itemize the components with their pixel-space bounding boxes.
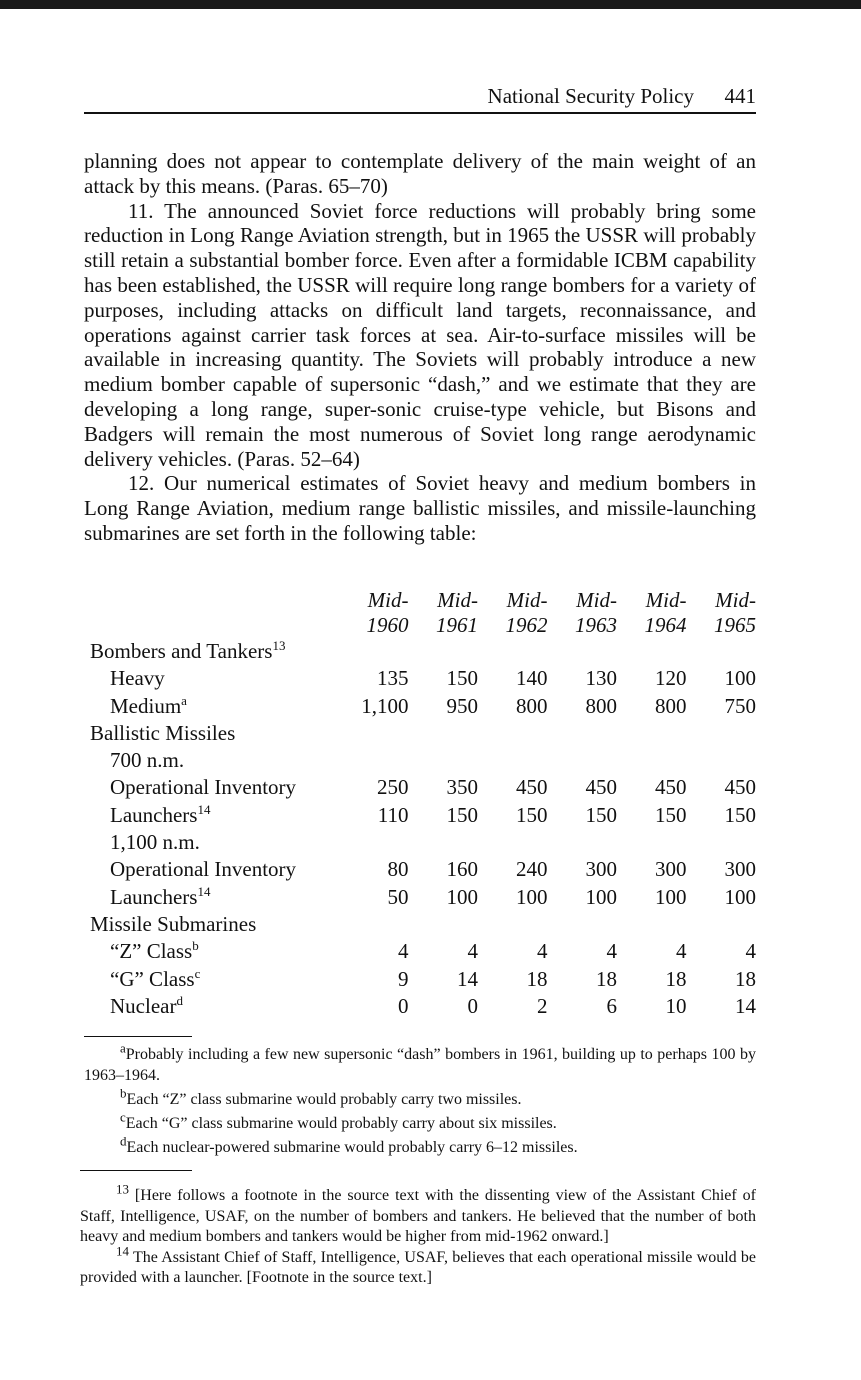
- note-text: Each “Z” class submarine would probably carry two missiles.: [126, 1091, 522, 1108]
- table-cell: 135: [377, 666, 409, 691]
- table-cell: 14: [457, 966, 478, 991]
- column-header: 1961: [436, 613, 478, 637]
- row-label: [84, 856, 339, 883]
- table-cell: 800: [655, 693, 687, 718]
- table-cell: 100: [516, 884, 548, 909]
- row-label-text: “Z” Class: [110, 939, 193, 964]
- table-cell: 100: [724, 666, 756, 691]
- column-header: Mid-: [506, 588, 548, 612]
- estimates-table-body: [84, 588, 756, 1020]
- table-cell: 110: [377, 802, 409, 827]
- table-cell: 0: [398, 993, 409, 1018]
- row-label: [84, 911, 756, 938]
- table-cell: 450: [516, 775, 548, 800]
- table-notes-rule: [84, 1036, 192, 1037]
- table-cell: 300: [585, 857, 617, 882]
- table-cell: 800: [585, 693, 617, 718]
- column-header: Mid-: [576, 588, 617, 612]
- footnote-marker: 13: [272, 638, 286, 653]
- table-section-row: [84, 638, 756, 665]
- table-cell: 130: [585, 666, 617, 691]
- row-label-text: “G” Class: [110, 966, 195, 991]
- table-cell: 14: [735, 993, 756, 1018]
- table-cell: 18: [735, 966, 756, 991]
- row-label-text: Operational Inventory: [110, 775, 297, 800]
- note-mark: c: [120, 1109, 126, 1125]
- table-row: [84, 938, 756, 965]
- footnote-marker: 14: [197, 801, 211, 817]
- row-label: [84, 884, 339, 911]
- table-header-spacer: [84, 588, 339, 613]
- table-cell: 18: [596, 966, 617, 991]
- note-text: Each nuclear-powered submarine would probably carry 6–12 missiles.: [126, 1139, 578, 1156]
- source-notes-rule: [80, 1170, 192, 1171]
- body-text: [84, 149, 756, 546]
- footnote-marker: c: [194, 965, 201, 981]
- footnote-marker: d: [176, 992, 183, 1008]
- table-group-row: [84, 747, 756, 774]
- table-cell: 80: [387, 857, 409, 882]
- row-label-text: Heavy: [110, 666, 165, 691]
- table-cell: 2: [537, 993, 548, 1018]
- table-cell: 150: [655, 802, 687, 827]
- row-label: [84, 938, 339, 965]
- column-header: 1965: [714, 613, 756, 637]
- table-cell: 140: [516, 666, 548, 691]
- footnote-marker: a: [181, 692, 187, 708]
- row-label-text: Launchers: [110, 802, 198, 827]
- note-mark: a: [120, 1040, 126, 1056]
- page-number: 441: [724, 84, 756, 108]
- table-row: [84, 993, 756, 1020]
- table-cell: 4: [606, 939, 617, 964]
- column-header: Mid-: [437, 588, 478, 612]
- note-text: Probably including a few new supersonic “dash” bombers in 1961, building up to perhaps 100 by 1963–1964.: [84, 1046, 756, 1084]
- table-cell: 150: [516, 802, 548, 827]
- table-cell: 150: [585, 802, 617, 827]
- row-label: [84, 693, 339, 720]
- running-header: [84, 84, 756, 114]
- footnote-text: [Here follows a footnote in the source text with the dissenting view of the Assistant Chief of Staff, Intelligence, USAF, on the number of bombers and tankers. He believed that the number of both heavy and medium bombers and tankers would be higher from mid-1962 onward.]: [80, 1187, 756, 1245]
- table-row: [84, 774, 756, 801]
- row-label-text: 700 n.m.: [110, 748, 185, 773]
- table-note-a: [84, 1040, 756, 1086]
- table-cell: 4: [537, 939, 548, 964]
- table-row: [84, 884, 756, 911]
- table-cell: 100: [724, 884, 756, 909]
- table-note-d: [120, 1133, 760, 1159]
- footnote-14: [80, 1243, 756, 1289]
- table-cell: 100: [585, 884, 617, 909]
- column-header: 1960: [366, 613, 409, 637]
- table-row: [84, 802, 756, 829]
- table-cell: 100: [655, 884, 687, 909]
- table-header-row: [84, 613, 756, 638]
- column-header: Mid-: [715, 588, 756, 612]
- table-row: [84, 693, 756, 720]
- row-label: [84, 993, 339, 1020]
- note-text: Each “G” class submarine would probably carry about six missiles.: [125, 1115, 557, 1132]
- paragraph-11: 11. The announced Soviet force reductions will probably bring some reduction in Long Range Aviation strength, but in 1965 the USSR will probably still retain a substantial bomber force. Even after a formidable ICBM capability has been established, the USSR will require long range bombers for a variety of purposes, including attacks on difficult land targets, reconnaissance, and operations against carrier task forces at sea. Air-to-surface missiles will be available in increasing quantity. The Soviets will probably introduce a new medium bomber capable of supersonic “dash,” and we estimate that they are developing a long range, super-sonic cruise-type vehicle, but Bisons and Badgers will remain the most numerous of Soviet long range aerodynamic delivery vehicles. (Paras. 52–64): [84, 198, 756, 471]
- scan-top-edge: [0, 0, 861, 9]
- table-cell: 240: [516, 857, 548, 882]
- row-label: [84, 747, 756, 774]
- table-cell: 300: [655, 857, 687, 882]
- table-section-row: [84, 911, 756, 938]
- source-footnotes: [80, 1181, 756, 1289]
- column-header: Mid-: [367, 588, 409, 612]
- table-cell: 120: [655, 666, 687, 691]
- column-header: 1962: [505, 613, 548, 637]
- paragraph-continuation: planning does not appear to contemplate delivery of the main weight of an attack by this means. (Paras. 65–70): [84, 149, 756, 198]
- paragraph-12: 12. Our numerical estimates of Soviet heavy and medium bombers in Long Range Aviation, medium range ballistic missiles, and missile-launching submarines are set forth in the following table:: [84, 471, 756, 545]
- row-label: [84, 774, 339, 801]
- table-cell: 150: [446, 802, 478, 827]
- row-label-text: Operational Inventory: [110, 857, 297, 882]
- running-title: National Security Policy: [487, 84, 694, 108]
- table-cell: 160: [446, 857, 478, 882]
- table-cell: 4: [676, 939, 687, 964]
- table-cell: 1,100: [361, 693, 409, 718]
- row-label: [84, 720, 756, 747]
- footnote-13: [80, 1181, 756, 1248]
- column-header: 1963: [575, 613, 617, 637]
- table-cell: 450: [724, 775, 756, 800]
- table-cell: 450: [655, 775, 687, 800]
- column-header: 1964: [644, 613, 687, 637]
- table-cell: 300: [724, 857, 756, 882]
- table-cell: 150: [724, 802, 756, 827]
- table-cell: 4: [467, 939, 478, 964]
- table-row: [84, 966, 756, 993]
- note-mark: b: [120, 1085, 127, 1101]
- row-label-text: 1,100 n.m.: [110, 830, 200, 855]
- footnote-text: The Assistant Chief of Staff, Intelligence, USAF, believes that each operational missile would be provided with a launcher. [Footnote in the source text.]: [80, 1248, 756, 1286]
- table-cell: 800: [516, 693, 548, 718]
- footnote-mark: 13: [116, 1181, 129, 1197]
- row-label-text: Medium: [110, 693, 182, 718]
- row-label: [84, 665, 339, 692]
- footnote-mark: 14: [116, 1243, 129, 1259]
- table-cell: 18: [665, 966, 687, 991]
- table-cell: 0: [467, 993, 478, 1018]
- row-label-text: Ballistic Missiles: [90, 720, 236, 745]
- row-label-text: Nuclear: [110, 993, 177, 1018]
- estimates-table: [84, 588, 756, 1020]
- table-header-row: [84, 588, 756, 613]
- table-cell: 4: [398, 939, 409, 964]
- row-label: [84, 829, 756, 856]
- table-cell: 6: [606, 993, 617, 1018]
- table-note-c: [120, 1109, 760, 1135]
- table-cell: 18: [526, 966, 548, 991]
- row-label-text: Missile Submarines: [90, 911, 257, 936]
- table-cell: 150: [446, 666, 478, 691]
- table-cell: 750: [724, 693, 756, 718]
- table-cell: 350: [446, 775, 478, 800]
- footnote-marker: 14: [197, 883, 211, 899]
- column-header: Mid-: [645, 588, 687, 612]
- table-row: [84, 665, 756, 692]
- table-note-b: [120, 1085, 760, 1111]
- row-label-text: Bombers and Tankers: [90, 639, 273, 663]
- footnote-marker: b: [192, 938, 199, 954]
- table-header-spacer: [84, 613, 339, 638]
- table-cell: 250: [377, 775, 409, 800]
- row-label: [84, 638, 756, 665]
- row-label: [84, 802, 339, 829]
- table-cell: 450: [585, 775, 617, 800]
- table-section-row: [84, 720, 756, 747]
- table-cell: 100: [446, 884, 478, 909]
- row-label-text: Launchers: [110, 884, 198, 909]
- table-cell: 9: [398, 966, 409, 991]
- table-cell: 4: [745, 939, 756, 964]
- note-mark: d: [120, 1133, 127, 1149]
- table-cell: 50: [387, 884, 409, 909]
- table-cell: 950: [446, 693, 478, 718]
- table-cell: 10: [665, 993, 687, 1018]
- table-group-row: [84, 829, 756, 856]
- row-label: [84, 966, 339, 993]
- table-row: [84, 856, 756, 883]
